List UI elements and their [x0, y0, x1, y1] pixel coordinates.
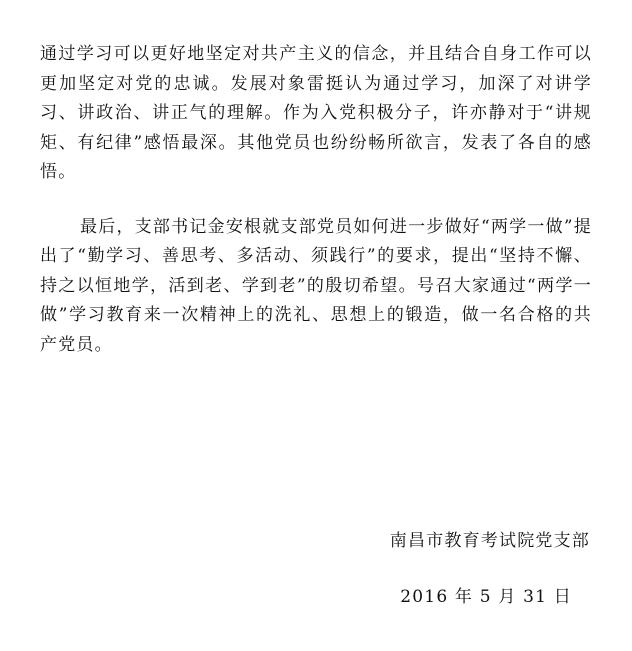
signature-date: 2016 年 5 月 31 日 [400, 587, 572, 607]
signature-organization: 南昌市教育考试院党支部 [389, 531, 590, 551]
paragraph-2: 最后，支部书记金安根就支部党员如何进一步做好“两学一做”提出了“勤学习、善思考、多活动、须践行”的要求，提出“坚持不懈、持之以恒地学，活到老、学到老”的殷切希望。号召大家通过“两学一做”学习教育来一次精神上的洗礼、思想上的锻造，做一名合格的共产党员。 [40, 216, 592, 355]
document-body [40, 40, 592, 360]
paragraph-1: 通过学习可以更好地坚定对共产主义的信念，并且结合自身工作可以更加坚定对党的忠诚。发展对象雷挺认为通过学习，加深了对讲学习、讲政治、讲正气的理解。作为入党积极分子，许亦静对于“讲规矩、有纪律”感悟最深。其他党员也纷纷畅所欲言，发表了各自的感悟。 [40, 44, 592, 182]
